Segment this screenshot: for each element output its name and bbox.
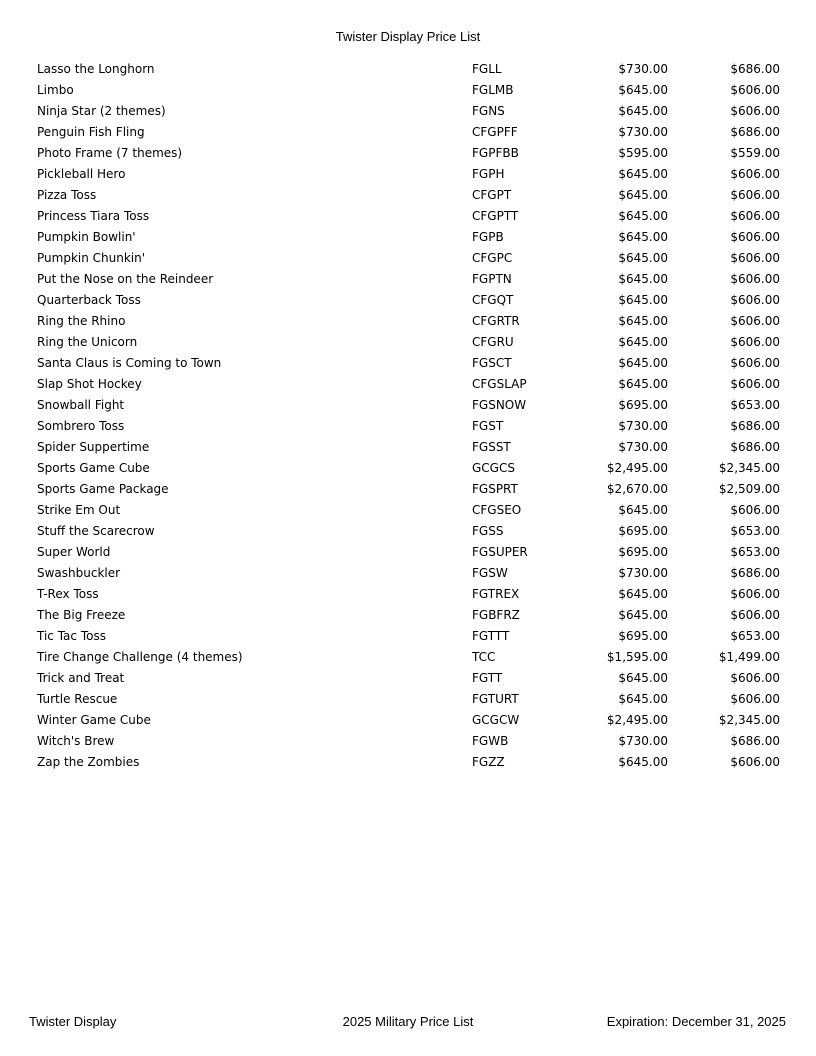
product-name: Strike Em Out [37, 503, 121, 517]
product-code: CFGPC [472, 251, 513, 265]
price-column-2: $653.00 [730, 629, 780, 643]
price-column-1: $730.00 [618, 62, 668, 76]
price-column-2: $606.00 [730, 356, 780, 370]
table-row [37, 458, 787, 479]
price-column-1: $645.00 [618, 83, 668, 97]
table-row [37, 479, 787, 500]
price-column-1: $730.00 [618, 440, 668, 454]
table-row [37, 605, 787, 626]
price-column-2: $686.00 [730, 125, 780, 139]
price-column-1: $645.00 [618, 608, 668, 622]
price-column-2: $1,499.00 [718, 650, 780, 664]
price-column-2: $686.00 [730, 734, 780, 748]
table-row [37, 668, 787, 689]
price-column-2: $606.00 [730, 209, 780, 223]
price-column-1: $645.00 [618, 104, 668, 118]
table-row [37, 374, 787, 395]
price-column-1: $645.00 [618, 188, 668, 202]
product-code: FGLMB [472, 83, 514, 97]
price-column-1: $645.00 [618, 230, 668, 244]
product-code: CFGPFF [472, 125, 518, 139]
product-name: T-Rex Toss [37, 587, 99, 601]
price-column-1: $645.00 [618, 209, 668, 223]
price-column-2: $606.00 [730, 503, 780, 517]
product-name: Lasso the Longhorn [37, 62, 155, 76]
table-row [37, 332, 787, 353]
price-column-1: $2,495.00 [606, 461, 668, 475]
product-code: FGSST [472, 440, 511, 454]
product-code: TCC [472, 650, 496, 664]
price-column-1: $645.00 [618, 587, 668, 601]
table-row [37, 647, 787, 668]
product-code: FGPFBB [472, 146, 519, 160]
product-name: Pickleball Hero [37, 167, 126, 181]
table-row [37, 164, 787, 185]
price-table [37, 59, 787, 773]
product-code: FGPH [472, 167, 505, 181]
price-column-2: $686.00 [730, 566, 780, 580]
table-row [37, 227, 787, 248]
table-row [37, 689, 787, 710]
table-row [37, 626, 787, 647]
product-code: FGPTN [472, 272, 512, 286]
product-code: FGTT [472, 671, 503, 685]
product-code: FGSNOW [472, 398, 527, 412]
product-code: FGPB [472, 230, 504, 244]
price-column-1: $2,670.00 [606, 482, 668, 496]
price-column-1: $595.00 [618, 146, 668, 160]
price-column-1: $695.00 [618, 545, 668, 559]
table-row [37, 101, 787, 122]
product-code: CFGPT [472, 188, 512, 202]
product-code: FGLL [472, 62, 502, 76]
price-column-2: $2,345.00 [718, 461, 780, 475]
product-name: Zap the Zombies [37, 755, 140, 769]
product-code: CFGPTT [472, 209, 519, 223]
product-name: Snowball Fight [37, 398, 125, 412]
table-row [37, 584, 787, 605]
price-column-1: $645.00 [618, 251, 668, 265]
product-code: FGBFRZ [472, 608, 520, 622]
price-column-1: $730.00 [618, 566, 668, 580]
product-name: Pumpkin Chunkin' [37, 251, 146, 265]
table-row [37, 416, 787, 437]
price-column-2: $686.00 [730, 440, 780, 454]
product-name: The Big Freeze [37, 608, 126, 622]
product-code: CFGSLAP [472, 377, 527, 391]
price-column-1: $645.00 [618, 314, 668, 328]
price-column-2: $606.00 [730, 335, 780, 349]
table-row [37, 437, 787, 458]
table-row [37, 80, 787, 101]
table-row [37, 269, 787, 290]
product-code: FGTREX [472, 587, 520, 601]
price-column-2: $606.00 [730, 83, 780, 97]
price-column-2: $606.00 [730, 104, 780, 118]
product-code: FGSUPER [472, 545, 528, 559]
product-name: Tire Change Challenge (4 themes) [37, 650, 243, 664]
product-name: Santa Claus is Coming to Town [37, 356, 222, 370]
price-column-1: $695.00 [618, 629, 668, 643]
footer-list-name: 2025 Military Price List [342, 1014, 474, 1029]
product-name: Super World [37, 545, 111, 559]
product-name: Princess Tiara Toss [37, 209, 150, 223]
product-code: GCGCS [472, 461, 515, 475]
price-column-2: $686.00 [730, 419, 780, 433]
product-code: FGSS [472, 524, 504, 538]
price-column-2: $653.00 [730, 398, 780, 412]
price-column-2: $2,345.00 [718, 713, 780, 727]
table-row [37, 206, 787, 227]
price-column-2: $606.00 [730, 167, 780, 181]
price-column-2: $653.00 [730, 545, 780, 559]
product-name: Swashbuckler [37, 566, 121, 580]
price-column-1: $695.00 [618, 524, 668, 538]
table-row [37, 59, 787, 80]
table-row [37, 248, 787, 269]
price-column-2: $606.00 [730, 377, 780, 391]
product-name: Ninja Star (2 themes) [37, 104, 166, 118]
product-code: GCGCW [472, 713, 520, 727]
table-row [37, 752, 787, 773]
table-row [37, 710, 787, 731]
price-column-2: $606.00 [730, 755, 780, 769]
price-column-2: $686.00 [730, 62, 780, 76]
price-column-1: $1,595.00 [606, 650, 668, 664]
product-code: CFGRU [472, 335, 514, 349]
price-column-2: $606.00 [730, 314, 780, 328]
product-code: FGSPRT [472, 482, 518, 496]
footer-company: Twister Display [29, 1014, 117, 1029]
table-row [37, 500, 787, 521]
price-column-1: $645.00 [618, 671, 668, 685]
product-code: FGTURT [472, 692, 519, 706]
product-name: Winter Game Cube [37, 713, 151, 727]
table-row [37, 185, 787, 206]
product-name: Put the Nose on the Reindeer [37, 272, 214, 286]
table-row [37, 290, 787, 311]
price-column-1: $645.00 [618, 692, 668, 706]
product-name: Ring the Unicorn [37, 335, 138, 349]
product-name: Sombrero Toss [37, 419, 125, 433]
price-column-2: $606.00 [730, 692, 780, 706]
product-name: Witch's Brew [37, 734, 115, 748]
table-row [37, 353, 787, 374]
table-row [37, 542, 787, 563]
product-code: CFGSEO [472, 503, 522, 517]
table-row [37, 731, 787, 752]
product-name: Slap Shot Hockey [37, 377, 142, 391]
price-column-1: $645.00 [618, 335, 668, 349]
table-row [37, 521, 787, 542]
product-code: FGWB [472, 734, 509, 748]
product-name: Pizza Toss [37, 188, 97, 202]
product-code: CFGQT [472, 293, 514, 307]
price-column-2: $559.00 [730, 146, 780, 160]
product-code: FGZZ [472, 755, 505, 769]
footer-expiration: Expiration: December 31, 2025 [606, 1014, 786, 1029]
product-code: FGSCT [472, 356, 512, 370]
price-column-2: $606.00 [730, 293, 780, 307]
price-column-2: $606.00 [730, 608, 780, 622]
price-column-1: $730.00 [618, 734, 668, 748]
product-name: Photo Frame (7 themes) [37, 146, 183, 160]
price-column-2: $606.00 [730, 251, 780, 265]
product-name: Tic Tac Toss [37, 629, 106, 643]
price-column-2: $606.00 [730, 272, 780, 286]
product-code: FGST [472, 419, 504, 433]
product-code: FGSW [472, 566, 508, 580]
price-column-2: $606.00 [730, 188, 780, 202]
table-row [37, 563, 787, 584]
product-code: CFGRTR [472, 314, 520, 328]
price-column-1: $2,495.00 [606, 713, 668, 727]
table-row [37, 122, 787, 143]
table-row [37, 143, 787, 164]
price-column-2: $606.00 [730, 671, 780, 685]
price-column-1: $730.00 [618, 419, 668, 433]
price-column-1: $645.00 [618, 503, 668, 517]
price-column-1: $730.00 [618, 125, 668, 139]
product-name: Stuff the Scarecrow [37, 524, 155, 538]
table-row [37, 311, 787, 332]
price-column-1: $645.00 [618, 167, 668, 181]
price-column-1: $645.00 [618, 272, 668, 286]
price-column-2: $653.00 [730, 524, 780, 538]
product-code: FGNS [472, 104, 505, 118]
product-name: Limbo [37, 83, 74, 97]
price-column-1: $645.00 [618, 377, 668, 391]
product-name: Ring the Rhino [37, 314, 126, 328]
product-name: Turtle Rescue [37, 692, 118, 706]
price-column-1: $645.00 [618, 356, 668, 370]
product-name: Trick and Treat [37, 671, 125, 685]
product-name: Penguin Fish Fling [37, 125, 145, 139]
price-column-2: $606.00 [730, 230, 780, 244]
product-name: Pumpkin Bowlin' [37, 230, 136, 244]
price-column-1: $645.00 [618, 755, 668, 769]
product-name: Sports Game Cube [37, 461, 150, 475]
price-column-2: $606.00 [730, 587, 780, 601]
product-name: Spider Suppertime [37, 440, 150, 454]
product-code: FGTTT [472, 629, 510, 643]
price-column-2: $2,509.00 [718, 482, 780, 496]
price-column-1: $695.00 [618, 398, 668, 412]
table-row [37, 395, 787, 416]
page-title: Twister Display Price List [335, 29, 481, 44]
price-column-1: $645.00 [618, 293, 668, 307]
product-name: Sports Game Package [37, 482, 169, 496]
product-name: Quarterback Toss [37, 293, 141, 307]
